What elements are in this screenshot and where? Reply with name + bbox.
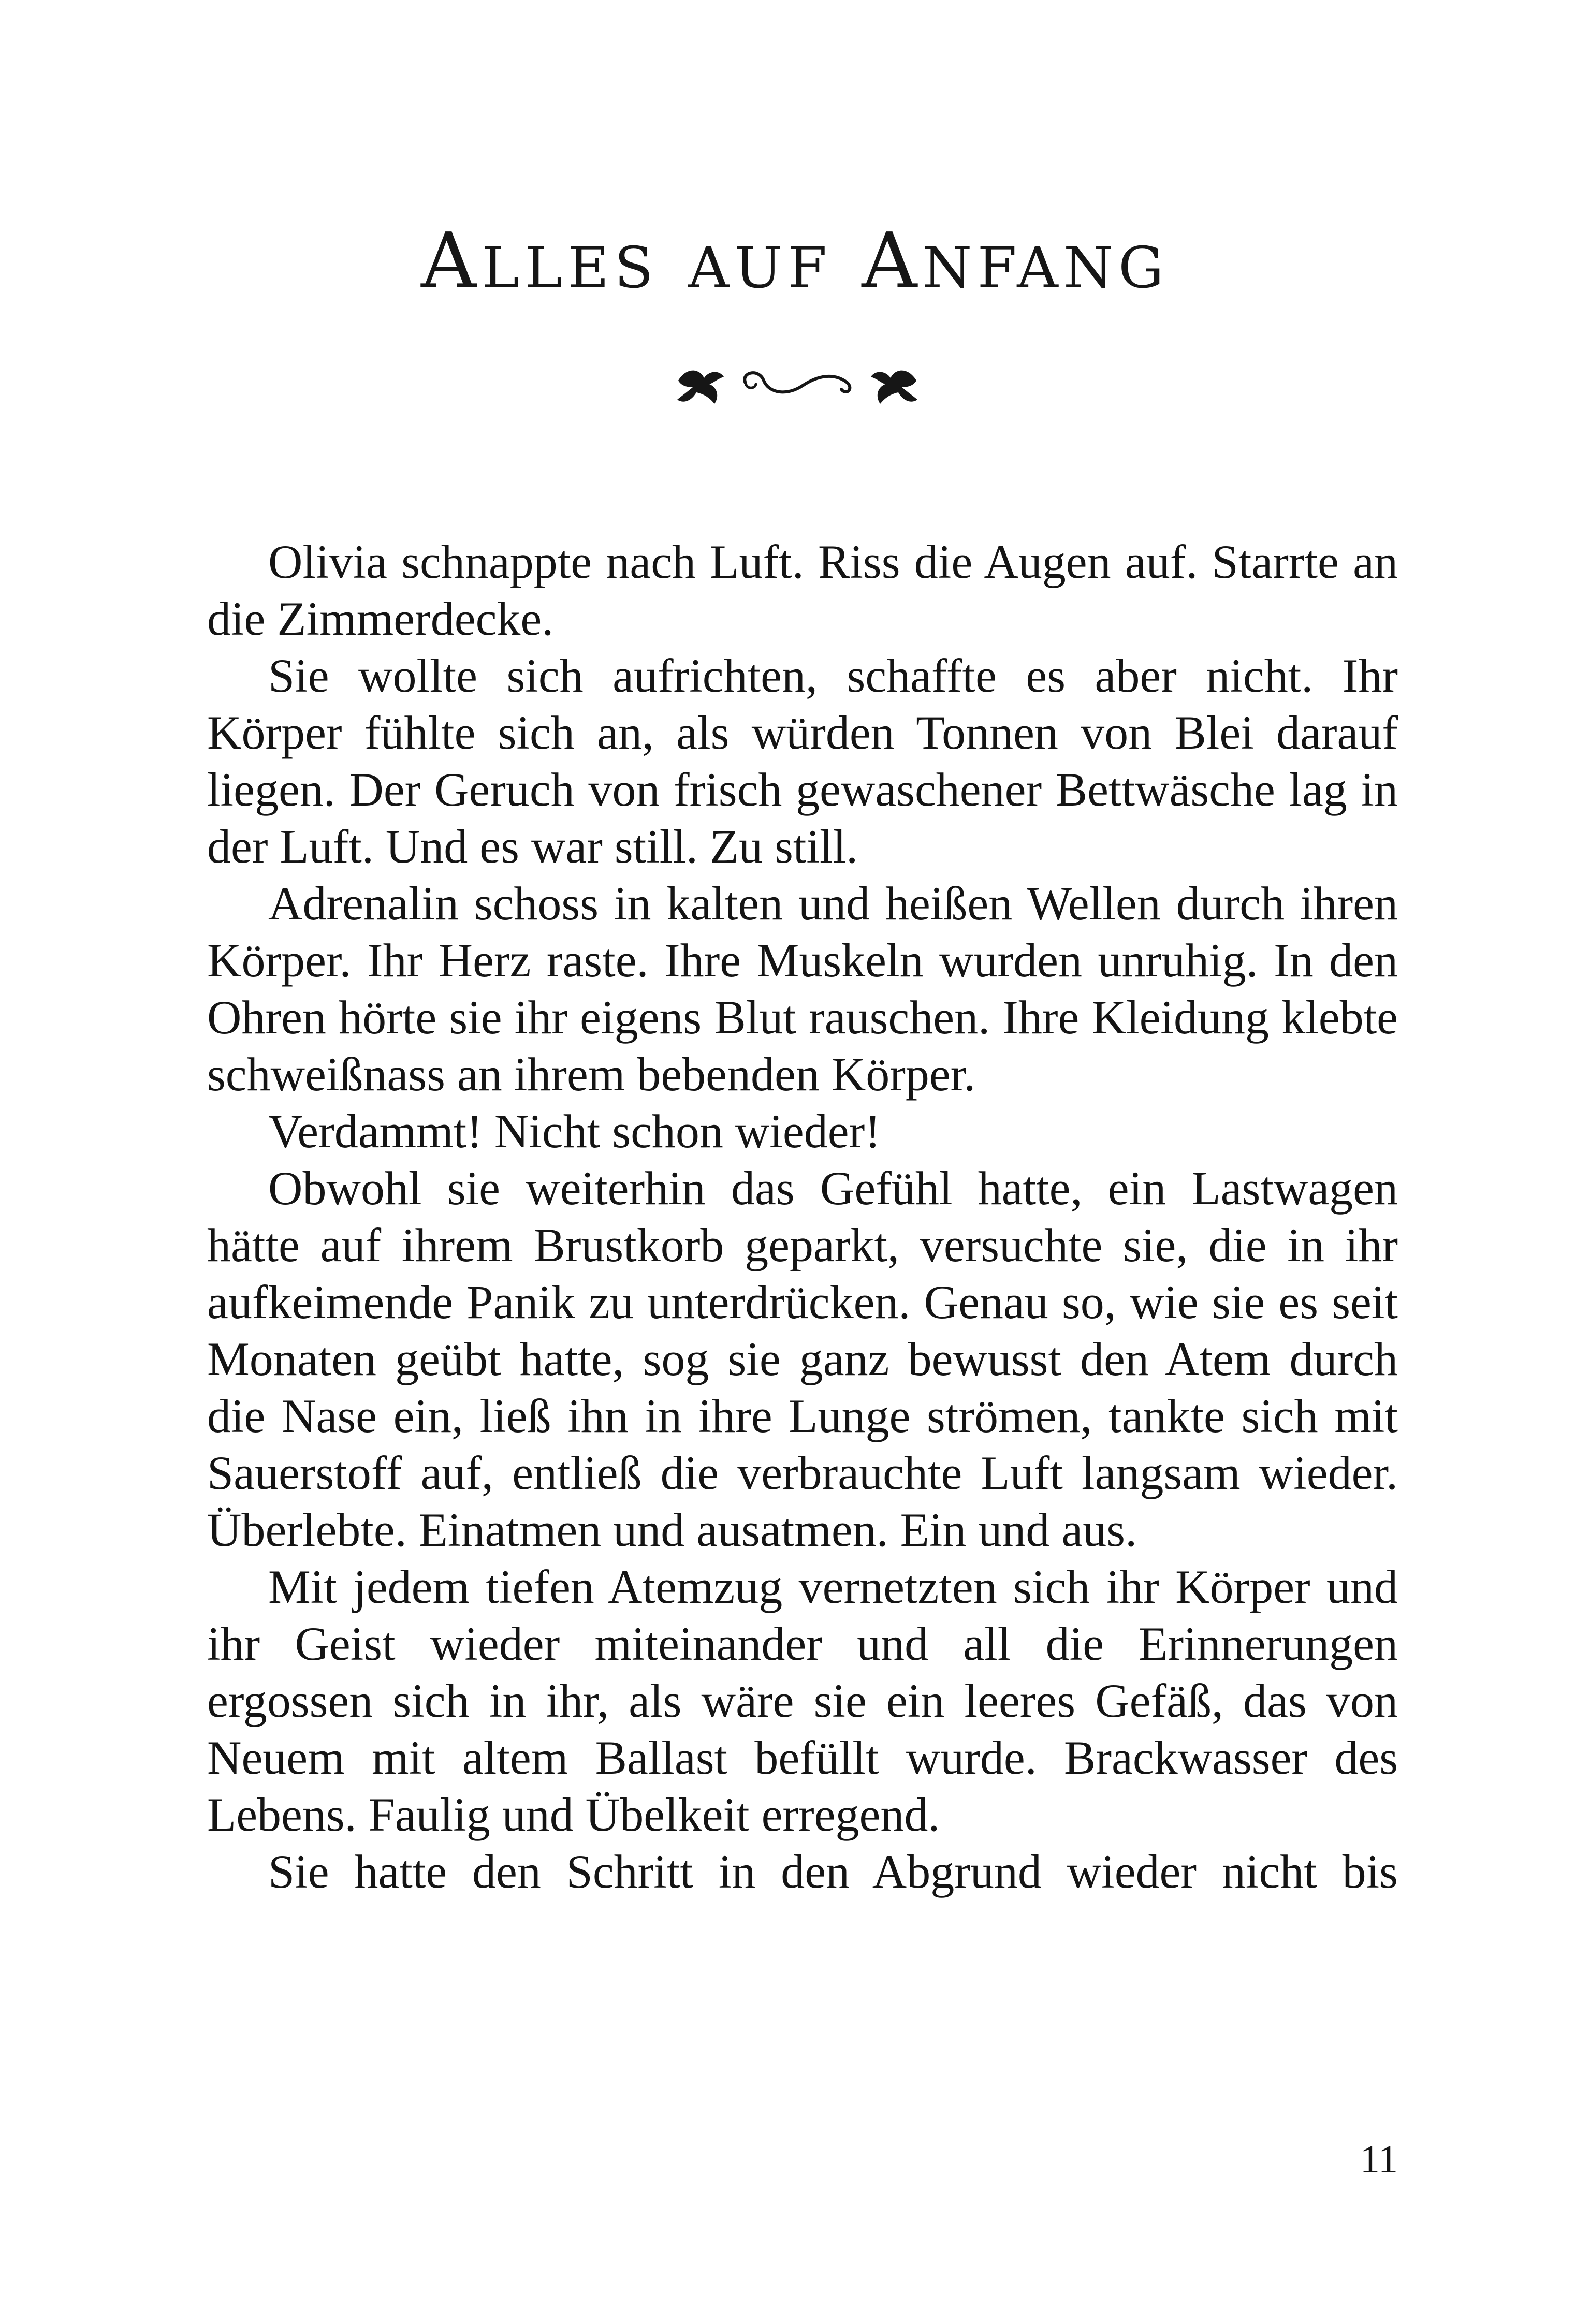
swirl-ornament-icon (668, 352, 927, 419)
chapter-title-part: A (421, 216, 482, 305)
paragraph: Mit jedem tiefen Atemzug vernetzten sich ihr Körper und ihr Geist wieder miteinander und all die Erinnerungen ergossen sich in ihr, als wäre sie ein leeres Gefäß, das von Neuem mit altem Ballast befüllt wurde. Brackwasser des Lebens. Faulig und Übelkeit erregend. (207, 1560, 1398, 1841)
chapter-title-part (659, 216, 688, 305)
page-number: 11 (1360, 2138, 1398, 2181)
paragraph: Sie wollte sich aufrichten, schaffte es aber nicht. Ihr Körper fühlte sich an, als würden Tonnen von Blei darauf liegen. Der Geruch von frisch gewaschener Bettwäsche lag in der Luft. Und es war still. Zu still. (207, 649, 1398, 873)
paragraph: Obwohl sie weiterhin das Gefühl hatte, ein Lastwagen hätte auf ihrem Brustkorb geparkt, versuchte sie, die in ihr aufkeimende Panik zu unterdrücken. Genau so, wie sie es seit Monaten geübt hatte, sog sie ganz bewusst den Atem durch die Nase ein, ließ ihn in ihre Lunge strömen, tankte sich mit Sauerstoff auf, entließ die verbrauchte Luft langsam wieder. Überlebte. Einatmen und ausatmen. Ein und aus. (207, 1162, 1398, 1556)
paragraph: Verdammt! Nicht schon wieder! (268, 1105, 881, 1158)
chapter-title-part: NFANG (922, 235, 1169, 301)
paragraph: Adrenalin schoss in kalten und heißen Wellen durch ihren Körper. Ihr Herz raste. Ihre Muskeln wurden unruhig. In den Ohren hörte sie ihr eigens Blut rauschen. Ihre Kleidung klebte schweißnass an ihrem bebenden Körper. (207, 877, 1398, 1101)
chapter-title-part (832, 216, 862, 305)
body-text (207, 533, 1398, 1900)
chapter-title-part: AUF (688, 235, 833, 301)
paragraph: Olivia schnappte nach Luft. Riss die Augen auf. Starrte an die Zimmerdecke. (207, 535, 1398, 645)
chapter-title-part: LLES (482, 235, 659, 301)
chapter-title-part: A (862, 216, 923, 305)
paragraph: Sie hatte den Schritt in den Abgrund wieder nicht bis (268, 1845, 1398, 1898)
chapter-title (0, 216, 1590, 305)
